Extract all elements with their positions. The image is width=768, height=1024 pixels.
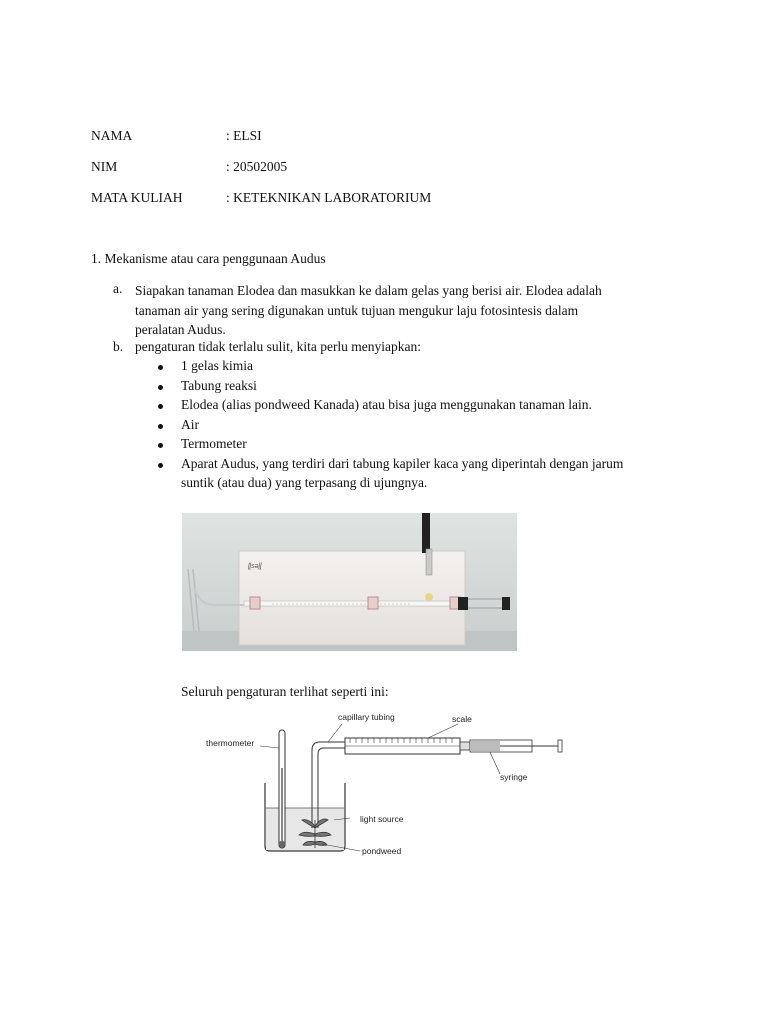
section-heading: 1. Mekanisme atau cara penggunaan Audus: [91, 251, 326, 266]
bullet-item: 1 gelas kimia: [181, 358, 253, 373]
item-a-line: peralatan Audus.: [135, 322, 226, 337]
bullet-item-continuation: suntik (atau dua) yang terpasang di ujungnya.: [181, 475, 428, 490]
label-syringe: syringe: [500, 772, 528, 782]
item-b-marker: b.: [113, 339, 124, 354]
bullet-dot: [158, 424, 163, 429]
setup-caption: Seluruh pengaturan terlihat seperti ini:: [181, 684, 389, 699]
name-value: : ELSI: [226, 128, 262, 143]
nim-value: : 20502005: [226, 159, 288, 174]
label-capillary-tubing: capillary tubing: [338, 712, 395, 722]
item-a-marker: a.: [113, 281, 123, 296]
bullet-item: Aparat Audus, yang terdiri dari tabung kapiler kaca yang diperintah dengan jarum: [181, 456, 624, 471]
bullet-item: Tabung reaksi: [181, 378, 257, 393]
item-a-line: tanaman air yang sering digunakan untuk tujuan mengukur laju fotosintesis dalam: [135, 302, 579, 318]
course-label: MATA KULIAH: [91, 190, 183, 205]
nim-label: NIM: [91, 159, 118, 174]
audus-apparatus-photo: [182, 513, 517, 651]
label-pondweed: pondweed: [362, 846, 402, 856]
item-b-text: pengaturan tidak terlalu sulit, kita perlu menyiapkan:: [135, 339, 422, 354]
item-a-text: [135, 281, 602, 340]
bullet-dot: [158, 463, 163, 468]
label-scale: scale: [452, 714, 472, 724]
name-label: NAMA: [91, 128, 133, 143]
bullet-item: Elodea (alias pondweed Kanada) atau bisa juga menggunakan tanaman lain.: [181, 397, 592, 412]
bullet-dot: [158, 404, 163, 409]
svg-text:ɭɭsǝɭɭ: ɭɭsǝɭɭ: [248, 563, 262, 570]
bullet-dot: [158, 365, 163, 370]
item-a-line: Siapakan tanaman Elodea dan masukkan ke dalam gelas yang berisi air. Elodea adalah: [135, 283, 602, 298]
label-thermometer: thermometer: [206, 738, 255, 748]
course-value: : KETEKNIKAN LABORATORIUM: [226, 190, 432, 205]
audus-setup-diagram: [200, 708, 580, 860]
bullet-item: Termometer: [181, 436, 247, 451]
bullet-dot: [158, 385, 163, 390]
bullet-dot: [158, 443, 163, 448]
label-light-source: light source: [360, 814, 404, 824]
bullet-item: Air: [181, 417, 199, 432]
